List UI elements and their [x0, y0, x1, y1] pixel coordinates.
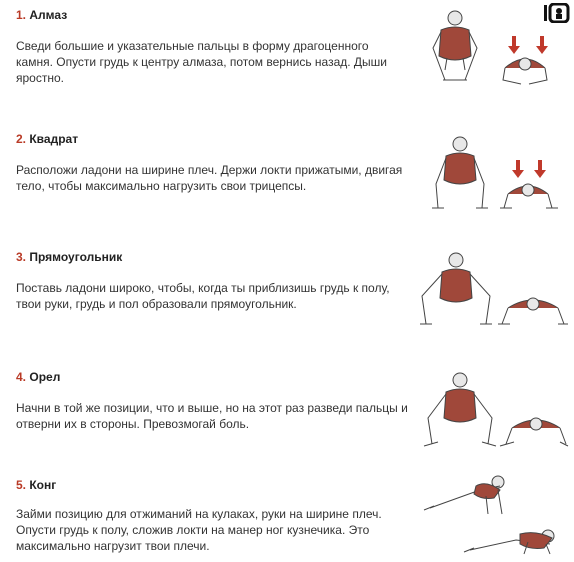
exercise-name: Конг [29, 478, 57, 492]
exercise-name: Квадрат [29, 132, 79, 146]
exercise-section-rectangle [0, 240, 574, 355]
kong-pushup-figure [420, 472, 570, 560]
exercise-name: Орел [29, 370, 61, 384]
exercise-section-diamond [0, 0, 574, 110]
exercise-number: 4. [16, 370, 27, 384]
square-pushup-figure [428, 134, 570, 214]
eagle-pushup-figure [422, 370, 570, 452]
exercise-section-kong [0, 470, 574, 562]
exercise-number: 3. [16, 250, 27, 264]
exercise-number: 2. [16, 132, 27, 146]
rectangle-pushup-figure [418, 250, 570, 332]
exercise-description: Займи позицию для отжиманий на кулаках, руки на ширине плеч. Опусти грудь к полу, сложив локти на манер ног кузнечика. Это максимально нагрузит твои плечи. [16, 507, 382, 553]
exercise-title [16, 478, 56, 492]
exercise-number: 5. [16, 478, 27, 492]
exercise-section-square [0, 120, 574, 230]
exercise-description: Начни в той же позиции, что и выше, но на этот раз разведи пальцы и отверни их в стороны. Превозмогай боль. [16, 401, 408, 431]
exercise-title [16, 132, 78, 146]
exercise-description: Сведи большие и указательные пальцы в форму драгоценного камня. Опусти грудь к центру алмаза, потом вернись назад. Дыши яростно. [16, 39, 387, 85]
exercise-title [16, 8, 67, 22]
exercise-section-eagle [0, 360, 574, 470]
exercise-name: Алмаз [29, 8, 68, 22]
exercise-name: Прямоугольник [29, 250, 123, 264]
exercise-title [16, 250, 122, 264]
exercise-description: Расположи ладони на ширине плеч. Держи локти прижатыми, двигая тело, чтобы максимально нагрузить свои трицепсы. [16, 163, 403, 193]
exercise-title [16, 370, 60, 384]
exercise-description: Поставь ладони широко, чтобы, когда ты приблизишь грудь к полу, твои руки, грудь и пол образовали прямоугольник. [16, 281, 390, 311]
exercise-number: 1. [16, 8, 27, 22]
diamond-pushup-figure [425, 8, 570, 90]
